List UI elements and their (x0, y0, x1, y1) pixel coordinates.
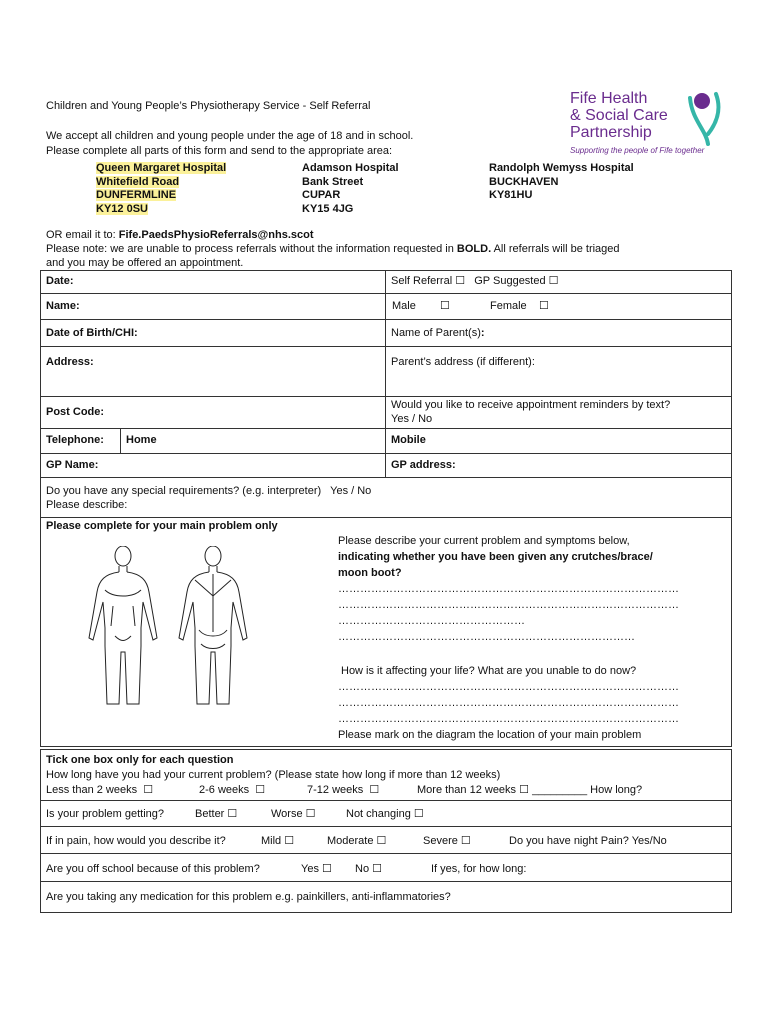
crutches-text-1: indicating whether you have been given any crutches/brace/ (338, 551, 653, 563)
male-label: Male (392, 300, 416, 312)
gp-name-field[interactable] (40, 453, 386, 478)
form-title: Children and Young People’s Physiotherapy Service - Self Referral (46, 100, 371, 112)
special-label: Do you have any special requirements? (e.g. interpreter) (46, 485, 322, 497)
not-changing-option (346, 807, 424, 822)
more-12-weeks-label: More than 12 weeks (417, 784, 517, 796)
mild-checkbox[interactable]: ☐ (284, 835, 295, 847)
gp-suggested-checkbox[interactable]: ☐ (548, 275, 559, 287)
moderate-option (327, 834, 386, 849)
email-address[interactable]: Fife.PaedsPhysioReferrals@nhs.scot (118, 229, 314, 241)
dob-label: Date of Birth/CHI: (46, 327, 138, 339)
address-line: DUNFERMLINE (96, 189, 177, 201)
email-line (46, 229, 314, 241)
address-line: KY12 0SU (96, 202, 148, 215)
address-line: Bank Street (302, 175, 364, 188)
special-question (46, 484, 726, 498)
moderate-checkbox[interactable]: ☐ (376, 835, 387, 847)
2-6-weeks-label: 2-6 weeks (199, 784, 250, 796)
dotted-line[interactable]: ………………………………………………………………………………… (338, 697, 679, 709)
gp-name-label: GP Name: (46, 459, 99, 471)
telephone-label-cell (40, 428, 121, 454)
note-bold: BOLD. (456, 243, 492, 255)
mild-label: Mild (261, 835, 282, 847)
dotted-line[interactable]: …………………………………………… (338, 615, 525, 627)
telephone-label: Telephone: (46, 434, 104, 446)
crutches-text-2: moon boot? (338, 567, 402, 579)
school-no-label: No (355, 863, 370, 875)
date-label: Date: (46, 275, 74, 287)
less-2-weeks-option (46, 783, 153, 798)
7-12-weeks-option (307, 783, 379, 798)
describe-label: Please describe: (46, 499, 128, 511)
referral-type-cell (385, 270, 732, 294)
address-line: Adamson Hospital (302, 162, 399, 174)
address-line: KY15 4JG (302, 202, 354, 215)
off-school-question: Are you off school because of this problem? (46, 863, 260, 875)
if-yes-how-long[interactable]: If yes, for how long: (431, 863, 527, 875)
2-6-weeks-checkbox[interactable]: ☐ (255, 784, 266, 796)
duration-cell (40, 749, 732, 801)
pain-question: If in pain, how would you describe it? (46, 835, 226, 847)
school-yes-checkbox[interactable]: ☐ (322, 863, 332, 875)
note-line-2: and you may be offered an appointment. (46, 257, 244, 269)
note-pre: Please note: we are unable to process referrals without the information requested in (46, 243, 457, 255)
name-field[interactable] (40, 293, 386, 320)
address-line: BUCKHAVEN (489, 175, 559, 188)
how-long-blank[interactable]: _________ How long? (532, 784, 643, 796)
medication-question: Are you taking any medication for this problem e.g. painkillers, anti-inflammatories? (46, 891, 451, 903)
tick-one-heading: Tick one box only for each question (46, 754, 234, 766)
school-cell (40, 853, 732, 882)
mobile-label: Mobile (391, 434, 426, 446)
address-label: Address: (46, 356, 94, 368)
dotted-line[interactable]: ………………………………………………………………………………… (338, 681, 679, 693)
postcode-field[interactable] (40, 396, 386, 429)
better-checkbox[interactable]: ☐ (227, 808, 238, 820)
address-line: KY81HU (489, 189, 533, 201)
school-yes-label: Yes (301, 863, 319, 875)
medication-cell[interactable] (40, 881, 732, 913)
better-label: Better (195, 808, 225, 820)
parents-label: Name of Parent(s) (391, 327, 481, 339)
address-line: Randolph Wemyss Hospital (489, 162, 634, 174)
female-label: Female (490, 300, 527, 312)
partnership-logo (568, 90, 728, 160)
female-checkbox[interactable]: ☐ (539, 300, 549, 312)
intro-line-2: Please complete all parts of this form and send to the appropriate area: (46, 145, 393, 157)
school-no-option (355, 862, 382, 877)
2-6-weeks-option (199, 783, 265, 798)
body-diagram-icon[interactable] (75, 546, 275, 708)
special-requirements-cell[interactable] (40, 477, 732, 518)
date-field[interactable] (40, 270, 386, 294)
school-no-checkbox[interactable]: ☐ (372, 863, 382, 875)
dotted-line[interactable]: ……………………………………………………………………… (338, 631, 635, 643)
school-yes-option (301, 862, 332, 877)
better-option (195, 807, 237, 822)
dotted-line[interactable]: ………………………………………………………………………………… (338, 583, 679, 595)
male-checkbox[interactable]: ☐ (440, 300, 450, 312)
7-12-weeks-label: 7-12 weeks (307, 784, 364, 796)
logo-line-3: Partnership (570, 124, 652, 141)
getting-question: Is your problem getting? (46, 808, 165, 820)
logo-figure-icon (686, 90, 726, 146)
progress-cell (40, 800, 732, 827)
self-referral-checkbox[interactable]: ☐ (455, 275, 466, 287)
home-phone-field[interactable] (120, 428, 386, 454)
parents-field[interactable] (385, 319, 732, 347)
address-line: CUPAR (302, 189, 341, 201)
severe-option (423, 834, 471, 849)
not-changing-label: Not changing (346, 808, 411, 820)
address-randolph-wemyss (489, 162, 634, 203)
night-pain-question[interactable]: Do you have night Pain? Yes/No (509, 835, 667, 847)
main-problem-section (40, 517, 732, 747)
moderate-label: Moderate (327, 835, 374, 847)
less-2-weeks-checkbox[interactable]: ☐ (143, 784, 154, 796)
more-12-weeks-option (417, 783, 642, 798)
dob-field[interactable] (40, 319, 386, 347)
problem-description-block (338, 533, 728, 743)
sex-cell (385, 293, 732, 320)
address-field[interactable] (40, 346, 386, 397)
logo-tagline: Supporting the people of Fife together (570, 146, 705, 155)
gp-address-label: GP address: (391, 459, 456, 471)
mark-diagram-text: Please mark on the diagram the location of your main problem (338, 729, 642, 741)
special-options[interactable]: Yes / No (330, 485, 372, 497)
mild-option (261, 834, 294, 849)
worse-label: Worse (271, 808, 303, 820)
intro-line-1: We accept all children and young people under the age of 18 and in school. (46, 130, 414, 142)
address-adamson (302, 162, 399, 216)
self-referral-label: Self Referral (391, 275, 453, 287)
address-line: Queen Margaret Hospital (96, 162, 227, 174)
dotted-line[interactable]: ………………………………………………………………………………… (338, 713, 679, 725)
more-12-weeks-checkbox[interactable]: ☐ (519, 784, 529, 796)
not-changing-checkbox[interactable]: ☐ (413, 808, 424, 820)
parent-address-field[interactable] (385, 346, 732, 397)
how-long-question: How long have you had your current problem? (Please state how long if more than 12 weeks) (46, 769, 501, 781)
logo-line-1: Fife Health (570, 90, 648, 107)
mobile-field[interactable] (385, 428, 732, 454)
postcode-label: Post Code: (46, 406, 105, 418)
address-queen-margaret (96, 162, 226, 216)
home-label: Home (126, 434, 157, 446)
severe-label: Severe (423, 835, 458, 847)
reminder-cell (385, 396, 732, 429)
parent-address-label: Parent’s address (if different): (391, 356, 535, 368)
affecting-question: How is it affecting your life? What are you unable to do now? (341, 665, 637, 677)
describe-problem-text: Please describe your current problem and symptoms below, (338, 535, 630, 547)
logo-line-2: & Social Care (570, 107, 668, 124)
gp-address-field[interactable] (385, 453, 732, 478)
dotted-line[interactable]: ………………………………………………………………………………… (338, 599, 679, 611)
worse-option (271, 807, 316, 822)
parents-colon: : (480, 327, 485, 339)
pain-cell (40, 826, 732, 854)
main-problem-heading: Please complete for your main problem only (46, 520, 278, 532)
reminder-options[interactable]: Yes / No (391, 413, 433, 425)
less-2-weeks-label: Less than 2 weeks (46, 784, 138, 796)
note-post: All referrals will be triaged (491, 243, 620, 255)
name-label: Name: (46, 300, 80, 312)
email-prefix: OR email it to: (46, 229, 116, 241)
worse-checkbox[interactable]: ☐ (305, 808, 316, 820)
gp-suggested-label: GP Suggested (474, 275, 546, 287)
reminder-question: Would you like to receive appointment reminders by text? (391, 399, 671, 411)
7-12-weeks-checkbox[interactable]: ☐ (369, 784, 380, 796)
severe-checkbox[interactable]: ☐ (460, 835, 471, 847)
address-line: Whitefield Road (96, 175, 180, 188)
note-line (46, 243, 620, 255)
